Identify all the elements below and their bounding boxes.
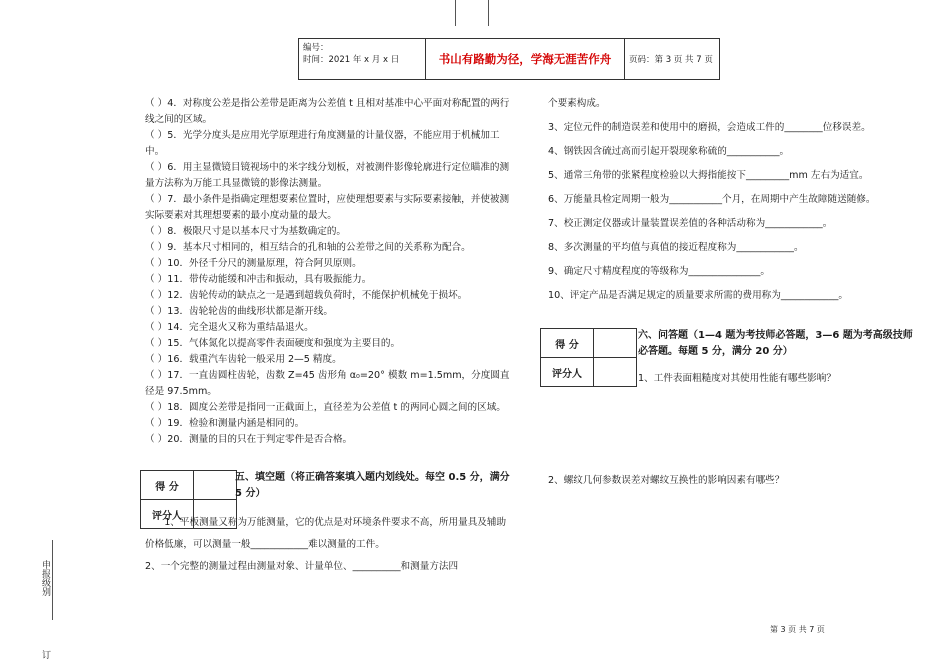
fill-item: 10、评定产品是否满足规定的质量要求所需的费用称为____________。 bbox=[548, 290, 849, 301]
time-label: 时间：2021 年 x 月 x 日 bbox=[303, 55, 400, 65]
score-cell[interactable] bbox=[594, 329, 637, 358]
tf-item: （ ）10．外径千分尺的测量原理，符合阿贝原则。 bbox=[145, 258, 362, 269]
motto: 书山有路勤为径，学海无涯苦作舟 bbox=[426, 39, 625, 79]
score-cell[interactable] bbox=[194, 471, 237, 500]
tf-item: （ ）4．对称度公差是指公差带是距离为公差值 t 且相对基准中心平面对称配置的两行线之间的区域。 bbox=[145, 98, 510, 125]
fill-list bbox=[548, 96, 918, 312]
score-label: 得 分 bbox=[141, 471, 194, 500]
fill-item: 6、万能量具检定周期一般为___________个月，在周期中产生故障随送随修。 bbox=[548, 194, 876, 205]
fill-question: 1、平板测量又称为万能测量，它的优点是对环境条件要求不高，所用量具及辅助价格低廉，可以测量一般____________难以测量的工件。 bbox=[145, 517, 507, 550]
tf-item: （ ）8．极限尺寸是以基本尺寸为基数确定的。 bbox=[145, 226, 347, 237]
header-meta bbox=[299, 39, 426, 79]
tf-item: （ ）15．气体氮化以提高零件表面硬度和强度为主要目的。 bbox=[145, 338, 401, 349]
page-footer: 第 3 页 共 7 页 bbox=[770, 625, 825, 634]
tf-item: （ ）6．用主显微镜目镜视场中的米字线分划板，对被测件影像轮廓进行定位瞄准的测量方法称为万能工具显微镜的影像法测量。 bbox=[145, 162, 510, 189]
top-line-1 bbox=[455, 0, 456, 26]
tf-item: （ ）20．测量的目的只在于判定零件是否合格。 bbox=[145, 434, 353, 445]
fill-item: 8、多次测量的平均值与真值的接近程度称为____________。 bbox=[548, 242, 804, 253]
tf-item: （ ）17．一直齿圆柱齿轮，齿数 Z=45 齿形角 α₀=20° 模数 m=1.5mm，分度圆直径是 97.5mm。 bbox=[145, 370, 510, 397]
fill-item: 个要素构成。 bbox=[548, 98, 606, 109]
true-false-list bbox=[145, 96, 515, 448]
fill-question: 2、一个完整的测量过程由测量对象、计量单位、__________和测量方法四 bbox=[145, 561, 459, 572]
tf-item: （ ）5．光学分度头是应用光学原理进行角度测量的计量仪器，不能应用于机械加工中。 bbox=[145, 130, 500, 157]
tf-item: （ ）11．带传动能缓和冲击和振动，具有吸振能力。 bbox=[145, 274, 372, 285]
tf-item: （ ）19．检验和测量内涵是相同的。 bbox=[145, 418, 305, 429]
tf-item: （ ）7．最小条件是指确定理想要素位置时，应使理想要素与实际要素接触，并使被测实际要素对其理想要素的最小度动量的最大。 bbox=[145, 194, 510, 221]
section6-title: 六、问答题（1—4 题为考技师必答题，3—6 题为考高级技师必答题。每题 5 分，满分 20 分） bbox=[638, 330, 913, 357]
fill-item: 9、确定尺寸精度程度的等级称为_______________。 bbox=[548, 266, 770, 277]
score-label: 得 分 bbox=[541, 329, 594, 358]
code-label: 编号： bbox=[303, 43, 329, 53]
fill-item: 3、定位元件的制造误差和使用中的磨损，会造成工件的________位移误差。 bbox=[548, 122, 871, 133]
fill-item: 7、校正测定仪器或计量装置误差值的各种活动称为____________。 bbox=[548, 218, 833, 229]
side-divider bbox=[52, 540, 53, 620]
tf-item: （ ）18．圆度公差带是指同一正截面上，直径差为公差值 t 的两同心圆之间的区域。 bbox=[145, 402, 506, 413]
section5-title: 五、填空题（将正确答案填入题内划线处。每空 0.5 分，满分 5 分） bbox=[235, 472, 510, 499]
side-bottom-label: 订 bbox=[40, 650, 50, 659]
top-line-2 bbox=[488, 0, 489, 26]
side-label: 申报级别 bbox=[40, 560, 50, 596]
grader-cell[interactable] bbox=[594, 358, 637, 387]
score-box-section6 bbox=[540, 328, 637, 387]
essay-question-1: 1、工件表面粗糙度对其使用性能有哪些影响？ bbox=[638, 373, 836, 384]
tf-item: （ ）16．载重汽车齿轮一般采用 2—5 精度。 bbox=[145, 354, 342, 365]
essay-question-2: 2、螺纹几何参数误差对螺纹互换性的影响因素有哪些？ bbox=[548, 475, 785, 486]
tf-item: （ ）14．完全退火又称为重结晶退火。 bbox=[145, 322, 314, 333]
fill-item: 4、钢铁因含硫过高而引起开裂现象称硫的___________。 bbox=[548, 146, 790, 157]
grader-label: 评分人 bbox=[141, 500, 194, 529]
tf-item: （ ）13．齿轮轮齿的曲线形状都是渐开线。 bbox=[145, 306, 333, 317]
grader-label: 评分人 bbox=[541, 358, 594, 387]
section5-body bbox=[145, 512, 515, 578]
tf-item: （ ）12．齿轮传动的缺点之一是遇到超载负荷时，不能保护机械免于损坏。 bbox=[145, 290, 468, 301]
fill-item: 5、通常三角带的张紧程度检验以大拇指能按下_________mm 左右为适宜。 bbox=[548, 170, 869, 181]
tf-item: （ ）9．基本尺寸相同的，相互结合的孔和轴的公差带之间的关系称为配合。 bbox=[145, 242, 471, 253]
page-indicator: 页码：第 3 页 共 7 页 bbox=[629, 55, 713, 65]
document-header bbox=[298, 38, 720, 80]
